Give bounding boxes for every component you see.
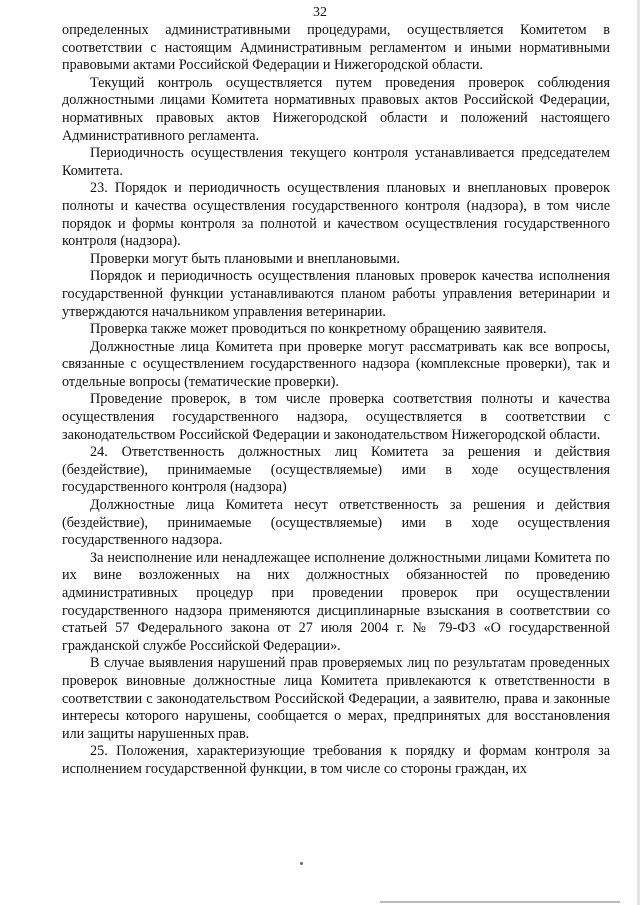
paragraph-current-control: Текущий контроль осуществляется путем проведения проверок соблюдения должностными лицами Комитета нормативных правовых актов Российской Федерации, нормативных правовых актов Нижегородской области и положений настоящего Административного регламента. (62, 74, 610, 144)
page-number: 32 (313, 5, 327, 20)
section-24-heading: 24. Ответственность должностных лиц Комитета за решения и действия (бездействие), принимаемые (осуществляемые) ими в ходе осуществления государственного контроля (надзора) (62, 444, 610, 496)
paragraph-applicant-request: Проверка также может проводиться по конкретному обращению заявителя. (90, 321, 547, 338)
paragraph-inspection-types: Проверки могут быть плановыми и внеплановыми. (90, 250, 400, 267)
section-23-heading: 23. Порядок и периодичность осуществления плановых и внеплановых проверок полноты и качества осуществления государственного контроля (надзора), в том числе порядок и формы контроля за полнотой и качеством осуществления государственного контроля (надзора). (62, 180, 610, 250)
paragraph-planned-inspections: Порядок и периодичность осуществления плановых проверок качества исполнения государственной функции устанавливаются планом работы управления ветеринарии и утверждаются начальником управления ветеринарии. (62, 268, 610, 320)
paragraph-officials-responsibility: Должностные лица Комитета несут ответственность за решения и действия (бездействие), принимаемые (осуществляемые) ими в ходе осуществления государственного надзора. (62, 497, 610, 549)
document-body (62, 22, 610, 779)
paragraph-inspection-scope: Должностные лица Комитета при проверке могут рассматривать как все вопросы, связанные с осуществлением государственного надзора (комплексные проверки), так и отдельные вопросы (тематические проверки). (62, 338, 610, 390)
paragraph-inspection-conduct: Проведение проверок, в том числе проверка соответствия полноты и качества осуществления государственного надзора, осуществляется в соответствии с законодательством Российской Федерации и законодательством Нижегородской области. (62, 391, 610, 443)
section-25-heading: 25. Положения, характеризующие требования к порядку и формам контроля за исполнением государственной функции, в том числе со стороны граждан, их (62, 743, 610, 777)
scan-speck (300, 862, 303, 865)
paragraph-violations: В случае выявления нарушений прав проверяемых лиц по результатам проведенных проверок виновные должностные лица Комитета привлекаются к ответственности в соответствии с законодательством Российской Федерации, а заявителю, права и законные интересы которого нарушены, сообщается о мерах, предпринятых для восстановления или защиты нарушенных прав. (62, 655, 610, 742)
paragraph-periodicity: Периодичность осуществления текущего контроля устанавливается председателем Комитета. (62, 145, 610, 179)
scan-bottom-artifact (380, 901, 620, 903)
paragraph-continued: определенных административными процедурами, осуществляется Комитетом в соответствии с настоящим Административным регламентом и иными нормативными правовыми актами Российской Федерации и Нижегородской области. (62, 22, 610, 74)
paragraph-disciplinary-measures: За неисполнение или ненадлежащее исполнение должностными лицами Комитета по их вине возложенных на них должностных обязанностей по проведению административных процедур при проведении проверок при осуществлении государственного надзора применяются дисциплинарные взыскания в соответствии со статьей 57 Федерального закона от 27 июля 2004 г. № 79-ФЗ «О государственной гражданской службе Российской Федерации». (62, 549, 610, 654)
